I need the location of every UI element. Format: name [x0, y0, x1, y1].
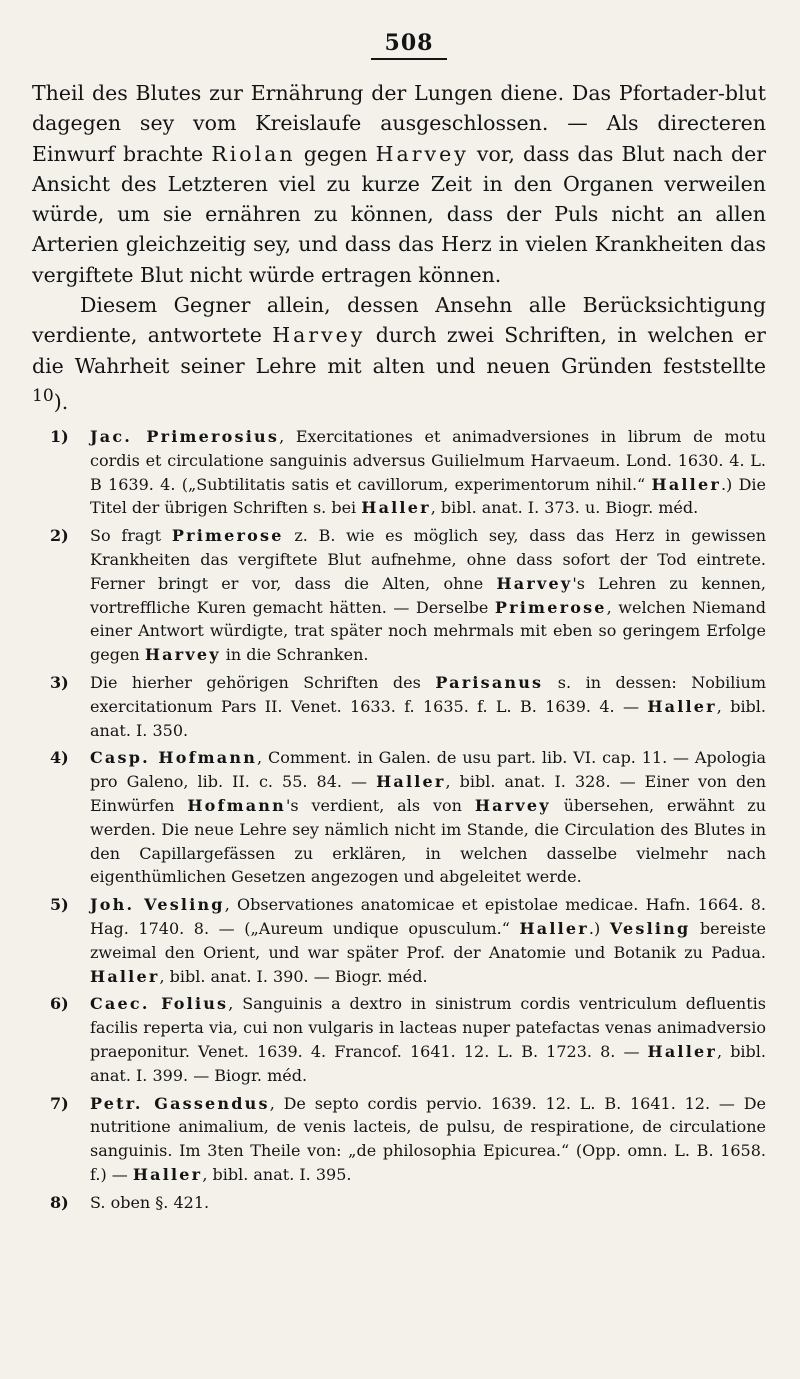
spaced-name: Primerose: [494, 597, 607, 617]
spaced-name: Haller: [361, 498, 431, 518]
footnote-reference: 10: [32, 385, 54, 406]
text-run: gegen: [295, 141, 376, 166]
footnote-number: 8): [50, 1192, 69, 1212]
text-run: durch zwei Schriften, in welchen er die Wahrheit seiner Lehre mit alten und neuen Gründen feststellte: [32, 323, 766, 378]
footnote: [32, 746, 766, 889]
spaced-name: Joh. Vesling: [90, 895, 225, 915]
spaced-name: Caec. Folius: [90, 994, 229, 1014]
text-run: S. oben §. 421.: [90, 1192, 210, 1212]
text-run: , bibl. anat. I. 399. — Biogr. méd.: [90, 1042, 766, 1085]
text-run: z. B. wie es möglich sey, dass das Herz in gewissen Krankheiten das vergiftete Blut aufnehme, ohne dass sofort der Tod eintrete. Ferner bringt er vor, dass die Alten, ohne: [90, 526, 767, 593]
text-run: ).: [53, 389, 69, 414]
paragraph: [32, 290, 766, 417]
text-run: bereiste zweimal den Orient, und war später Prof. der Anatomie und Botanik zu Padua.: [90, 919, 766, 962]
footnote-text: [90, 425, 766, 520]
spaced-name: Haller: [647, 696, 717, 716]
spaced-name: Petr. Gassendus: [90, 1093, 270, 1113]
footnote-text: [90, 1191, 766, 1215]
text-run: .) Die Titel der übrigen Schriften s. bei: [90, 474, 767, 518]
spaced-name: Jac. Primerosius: [90, 427, 280, 447]
spaced-name: Riolan: [211, 141, 296, 166]
text-run: vor, dass das Blut nach der Ansicht des Letzteren viel zu kurze Zeit in den Organen verweilen würde, um sie ernähren zu können, dass der Puls nicht an allen Arterien gleichzeitig sey, und dass das Herz in vielen Krankheiten das vergiftete Blut nicht würde ertragen können.: [32, 141, 767, 287]
footnotes: [32, 425, 766, 1215]
text-run: 's Lehren zu kennen, vortreffliche Kuren gemacht hätten. — Derselbe: [90, 573, 766, 617]
spaced-name: Casp. Hofmann: [90, 748, 258, 768]
page-number: 508: [32, 30, 766, 60]
spaced-name: Haller: [90, 966, 160, 986]
footnote: [32, 671, 766, 742]
text-run: , bibl. anat. I. 328. — Einer von den Einwürfen: [90, 772, 766, 816]
footnote-number: 1): [50, 427, 69, 447]
spaced-name: Parisanus: [435, 673, 544, 693]
text-run: , bibl. anat. I. 390. — Biogr. méd.: [159, 966, 428, 986]
text-run: s. in dessen: Nobilium exercitationum Pars II. Venet. 1633. f. 1635. f. L. B. 1639. 4. —: [90, 673, 766, 716]
footnote: [32, 425, 766, 520]
footnote: [32, 992, 766, 1087]
footnote: [32, 1191, 766, 1215]
spaced-name: Haller: [132, 1165, 203, 1184]
spaced-name: Vesling: [609, 919, 691, 939]
text-run: , bibl. anat. I. 350.: [90, 696, 767, 740]
spaced-name: Harvey: [272, 323, 366, 348]
text-run: übersehen, erwähnt zu werden. Die neue Lehre sey nämlich nicht im Stande, die Circulation des Blutes in den Capillargefässen zu erklären, in welchen dasselbe vielmehr nach eigenthümlichen Gesetzen angezogen und abgeleitet werde.: [90, 796, 767, 887]
text-run: , bibl. anat. I. 395.: [202, 1165, 352, 1184]
text-run: 's verdient, als von: [285, 796, 475, 816]
footnote: [32, 524, 766, 667]
footnote-number: 4): [50, 748, 69, 768]
text-run: in die Schranken.: [220, 645, 369, 665]
footnote-number: 5): [50, 895, 69, 915]
spaced-name: Haller: [651, 474, 721, 494]
text-run: , Sanguinis a dextro in sinistrum cordis ventriculum defluentis facilis reperta via, cui non vulgaris in lacteas nuper patefactas venas animadversio praeponitur. Venet. 1639. 4. Francof. 1641. 12. L. B. 1723. 8. —: [90, 994, 766, 1062]
footnote-text: [90, 1092, 766, 1187]
spaced-name: Hofmann: [187, 796, 286, 816]
text-run: , Observationes anatomicae et epistolae medicae. Hafn. 1664. 8. Hag. 1740. 8. — („Aureum undique opusculum.“: [90, 895, 766, 939]
footnote-text: [90, 671, 766, 742]
footnote-number: 7): [50, 1093, 69, 1113]
text-run: So fragt: [90, 526, 172, 546]
footnote-number: 6): [50, 994, 69, 1014]
spaced-name: Primerose: [171, 526, 284, 546]
text-run: , Exercitationes et animadversiones in librum de motu cordis et circulatione sanguinis adversus Guilielmum Harvaeum. Lond. 1630. 4. L. B 1639. 4. („Subtilitatis satis et cavillorum, experimentorum nihil.“: [90, 427, 767, 494]
text-run: , Comment. in Galen. de usu part. lib. VI. cap. 11. — Apologia pro Galeno, lib. II. c. 55. 84. —: [90, 748, 766, 792]
text-run: Diesem Gegner allein, dessen Ansehn alle Berücksichtigung verdiente, antwortete: [32, 293, 766, 348]
text-run: , welchen Niemand einer Antwort würdigte, trat später noch mehrmals mit eben so geringem Erfolge gegen: [90, 597, 767, 665]
footnote-text: [90, 746, 766, 889]
footnote: [32, 893, 766, 988]
paragraph: [32, 78, 766, 290]
spaced-name: Harvey: [144, 645, 221, 665]
text-run: .): [588, 919, 610, 939]
spaced-name: Harvey: [375, 141, 469, 166]
spaced-name: Haller: [376, 772, 446, 792]
footnote-number: 2): [50, 526, 69, 546]
text-run: Theil des Blutes zur Ernährung der Lungen diene. Das Pfortader-blut dagegen sey vom Kreislaufe ausgeschlossen. — Als directeren Einwurf brachte: [32, 81, 766, 166]
main-text: [32, 78, 766, 417]
text-run: , bibl. anat. I. 373. u. Biogr. méd.: [430, 498, 699, 518]
footnote-text: [90, 524, 766, 667]
text-run: , De septo cordis pervio. 1639. 12. L. B. 1641. 12. — De nutritione animalium, de venis lacteis, de pulsu, de respiratione, de circulatione sanguinis. Im 3ten Theile von: „de philosophia Epicurea.“ (Opp. omn. L. B. 1658. f.) —: [90, 1093, 767, 1184]
spaced-name: Haller: [519, 919, 589, 939]
footnote: [32, 1092, 766, 1187]
text-run: Die hierher gehörigen Schriften des: [90, 673, 436, 693]
spaced-name: Harvey: [474, 796, 551, 816]
spaced-name: Harvey: [496, 573, 573, 593]
footnote-number: 3): [50, 673, 69, 693]
spaced-name: Haller: [647, 1042, 717, 1062]
footnote-text: [90, 893, 766, 988]
footnote-text: [90, 992, 766, 1087]
